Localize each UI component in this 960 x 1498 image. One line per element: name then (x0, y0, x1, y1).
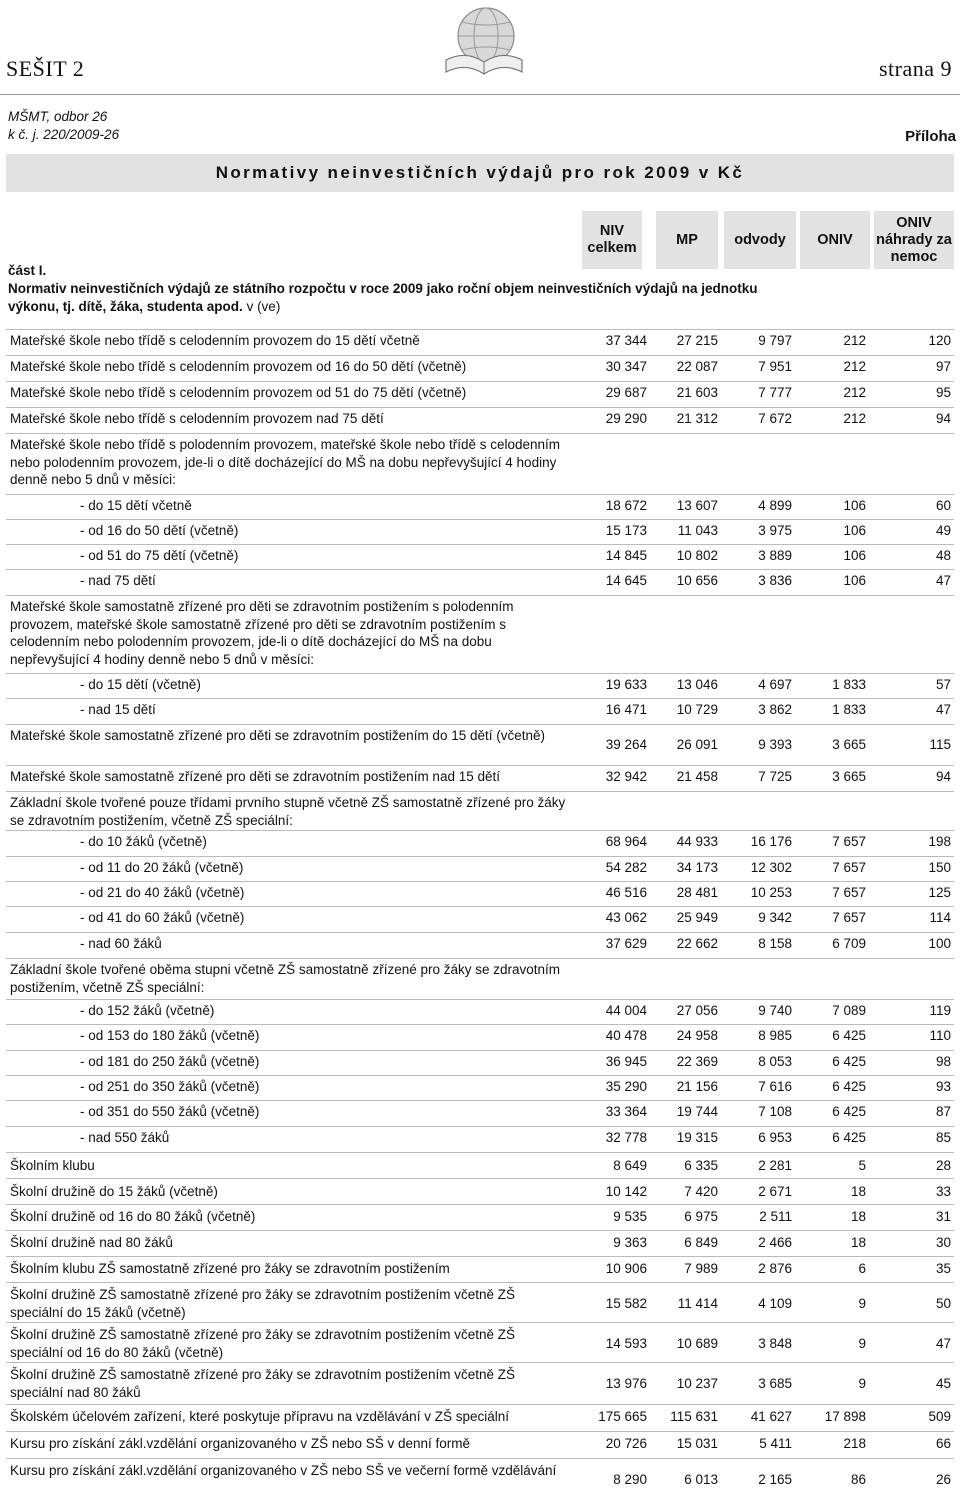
cell-odvody: 9 797 (758, 333, 792, 348)
row-label: - nad 550 žáků (80, 1130, 170, 1145)
row-label: - nad 15 dětí (80, 702, 156, 717)
column-header-mp: MP (656, 211, 718, 269)
document-title: Normativy neinvestičních výdajů pro rok 2009 v Kč (215, 163, 745, 182)
cell-mp: 21 156 (676, 1079, 718, 1094)
row-label: Mateřské škole samostatně zřízené pro děti se zdravotním postižením nad 15 dětí (10, 769, 500, 784)
row-divider (6, 1050, 954, 1051)
row-divider (6, 791, 954, 792)
cell-oniv: 6 425 (832, 1130, 866, 1145)
row-label: Mateřské škole nebo třídě s celodenním provozem nad 75 dětí (10, 411, 384, 426)
cell-odvody: 41 627 (750, 1409, 792, 1424)
cell-mp: 10 656 (676, 573, 718, 588)
row-label: Školní družině ZŠ samostatně zřízené pro žáky se zdravotním postižením včetně ZŠ speciální od 16 do 80 žáků (včetně) (10, 1327, 515, 1360)
row-divider (6, 698, 954, 699)
cell-oniv-nahrady: 198 (928, 834, 951, 849)
cell-mp: 115 631 (670, 1409, 718, 1424)
row-label: - do 10 žáků (včetně) (80, 834, 207, 849)
cell-oniv: 5 (858, 1158, 866, 1173)
cell-odvody: 7 616 (758, 1079, 792, 1094)
globe-book-logo-icon (440, 2, 526, 80)
cell-odvody: 10 253 (750, 885, 792, 900)
row-divider (6, 595, 954, 596)
row-divider (6, 1152, 954, 1153)
cell-niv: 54 282 (605, 860, 647, 875)
cell-niv: 68 964 (605, 834, 647, 849)
row-label: Školní družině ZŠ samostatně zřízené pro žáky se zdravotním postižením včetně ZŠ speciální nad 80 žáků (10, 1367, 515, 1400)
cell-oniv-nahrady: 120 (928, 333, 951, 348)
cell-oniv: 9 (858, 1296, 866, 1311)
cell-niv: 44 004 (605, 1003, 647, 1018)
cell-mp: 7 420 (684, 1184, 718, 1199)
row-divider (6, 1024, 954, 1025)
cell-oniv-nahrady: 60 (935, 498, 951, 513)
row-label: - nad 75 dětí (80, 573, 156, 588)
row-label: Mateřské škole nebo třídě s celodenním provozem do 15 dětí včetně (10, 333, 420, 348)
cell-oniv-nahrady: 100 (928, 936, 951, 951)
row-label: - od 181 do 250 žáků (včetně) (80, 1054, 260, 1069)
row-divider (6, 381, 954, 382)
row-label: - od 16 do 50 dětí (včetně) (80, 523, 239, 538)
row-divider (6, 407, 954, 408)
row-divider (6, 1322, 954, 1323)
row-divider (6, 1178, 954, 1179)
cell-oniv-nahrady: 31 (935, 1209, 951, 1224)
row-divider (6, 433, 954, 434)
cell-odvody: 7 777 (758, 385, 792, 400)
cell-odvody: 12 302 (750, 860, 792, 875)
cell-mp: 6 013 (684, 1472, 718, 1487)
cell-niv: 43 062 (605, 910, 647, 925)
cell-oniv-nahrady: 85 (935, 1130, 951, 1145)
row-label: Mateřské škole nebo třídě s celodenním provozem od 51 do 75 dětí (včetně) (10, 385, 467, 400)
section-part: část I. (8, 263, 47, 278)
cell-odvody: 6 953 (758, 1130, 792, 1145)
cell-odvody: 5 411 (759, 1436, 792, 1451)
cell-mp: 7 989 (684, 1261, 718, 1276)
cell-oniv: 106 (843, 498, 866, 513)
cell-oniv: 7 657 (832, 885, 866, 900)
column-header-oniv-nahrady: ONIV náhrady za nemoc (874, 211, 954, 269)
cell-oniv-nahrady: 57 (935, 677, 951, 692)
cell-oniv: 106 (843, 573, 866, 588)
cell-mp: 10 689 (676, 1336, 718, 1351)
row-divider (6, 881, 954, 882)
section-heading (8, 262, 768, 316)
cell-odvody: 3 685 (758, 1376, 792, 1391)
row-label: Základní škole tvořené oběma stupni včetně ZŠ samostatně zřízené pro žáky se zdravotním postižením, včetně ZŠ speciální: (10, 962, 561, 995)
cell-niv: 32 942 (605, 769, 647, 784)
row-label: Kursu pro získání zákl.vzdělání organizovaného v ZŠ nebo SŠ ve večerní formě vzdělávání (10, 1463, 557, 1478)
row-label: Školní družině nad 80 žáků (10, 1235, 173, 1250)
cell-oniv: 6 425 (832, 1104, 866, 1119)
row-divider (6, 1431, 954, 1432)
section-description (8, 280, 768, 316)
cell-odvody: 3 836 (758, 573, 792, 588)
cell-niv: 9 363 (613, 1235, 647, 1250)
cell-mp: 19 744 (676, 1104, 718, 1119)
cell-mp: 10 729 (676, 702, 718, 717)
row-divider (6, 494, 954, 495)
cell-odvody: 7 951 (758, 359, 792, 374)
cell-oniv-nahrady: 110 (929, 1028, 951, 1043)
cell-oniv-nahrady: 35 (935, 1261, 951, 1276)
cell-niv: 13 976 (605, 1376, 647, 1391)
cell-odvody: 7 672 (758, 411, 792, 426)
cell-mp: 34 173 (676, 860, 718, 875)
cell-mp: 13 046 (676, 677, 718, 692)
cell-oniv: 7 657 (832, 910, 866, 925)
cell-niv: 14 845 (605, 548, 647, 563)
row-divider (6, 544, 954, 545)
cell-oniv-nahrady: 26 (935, 1472, 951, 1487)
cell-odvody: 2 671 (758, 1184, 792, 1199)
cell-oniv: 6 425 (832, 1079, 866, 1094)
cell-niv: 32 778 (605, 1130, 647, 1145)
cell-odvody: 4 899 (758, 498, 792, 513)
cell-niv: 19 633 (605, 677, 647, 692)
cell-oniv-nahrady: 94 (935, 411, 951, 426)
cell-niv: 18 672 (605, 498, 647, 513)
cell-oniv: 1 833 (832, 702, 866, 717)
row-label: - od 21 do 40 žáků (včetně) (80, 885, 245, 900)
row-divider (6, 1282, 954, 1283)
row-divider (6, 1230, 954, 1231)
cell-oniv: 7 089 (832, 1003, 866, 1018)
cell-niv: 9 535 (613, 1209, 647, 1224)
row-divider (6, 569, 954, 570)
cell-mp: 10 237 (676, 1376, 718, 1391)
cell-mp: 22 369 (676, 1054, 718, 1069)
cell-odvody: 2 165 (758, 1472, 792, 1487)
cell-odvody: 9 393 (758, 737, 792, 752)
cell-odvody: 3 889 (758, 548, 792, 563)
cell-mp: 15 031 (676, 1436, 718, 1451)
cell-odvody: 3 848 (758, 1336, 792, 1351)
row-label: Mateřské škole samostatně zřízené pro děti se zdravotním postižením s polodenním provozem, mateřské škole samostatně zřízené pro děti se zdravotním postižením s celodenním nebo polodenním provozem, jde-li o dítě docházející do MŠ na dobu nepřevyšující 4 hodiny denně nebo 5 dnů v měsíci: (10, 599, 514, 667)
cell-odvody: 16 176 (750, 834, 792, 849)
row-divider (6, 329, 954, 330)
ministry-reference (8, 108, 119, 144)
row-label: Kursu pro získání zákl.vzdělání organizovaného v ZŠ nebo SŠ v denní formě (10, 1436, 471, 1451)
row-label: - od 351 do 550 žáků (včetně) (80, 1104, 260, 1119)
cell-oniv: 3 665 (832, 737, 866, 752)
cell-odvody: 2 876 (758, 1261, 792, 1276)
row-label: Školním klubu (10, 1158, 95, 1173)
row-divider (6, 856, 954, 857)
cell-odvody: 3 975 (758, 523, 792, 538)
cell-oniv: 106 (843, 523, 866, 538)
cell-oniv-nahrady: 509 (928, 1409, 951, 1424)
cell-oniv-nahrady: 150 (928, 860, 951, 875)
row-label: - od 51 do 75 dětí (včetně) (80, 548, 239, 563)
cell-mp: 21 312 (676, 411, 718, 426)
row-label: - do 15 dětí včetně (80, 498, 192, 513)
cell-odvody: 9 342 (758, 910, 792, 925)
cell-oniv: 86 (850, 1472, 866, 1487)
row-label: Základní škole tvořené pouze třídami prvního stupně včetně ZŠ samostatně zřízené pro žáky se zdravotním postižením, včetně ZŠ speciální: (10, 795, 566, 828)
page-number: strana 9 (878, 56, 952, 81)
cell-niv: 8 649 (613, 1158, 647, 1173)
cell-mp: 25 949 (676, 910, 718, 925)
cell-oniv: 9 (858, 1376, 866, 1391)
cell-oniv-nahrady: 97 (935, 359, 951, 374)
cell-mp: 21 458 (676, 769, 718, 784)
cell-oniv-nahrady: 45 (935, 1376, 951, 1391)
cell-mp: 6 975 (684, 1209, 718, 1224)
row-label: Mateřské škole nebo třídě s celodenním provozem od 16 do 50 dětí (včetně) (10, 359, 467, 374)
cell-niv: 37 629 (605, 936, 647, 951)
cell-mp: 27 215 (676, 333, 718, 348)
cell-oniv: 6 425 (832, 1054, 866, 1069)
cell-oniv-nahrady: 33 (935, 1184, 951, 1199)
cell-niv: 14 593 (605, 1336, 647, 1351)
cell-oniv: 17 898 (824, 1409, 866, 1424)
cell-oniv-nahrady: 114 (929, 910, 951, 925)
cell-oniv-nahrady: 93 (935, 1079, 951, 1094)
cell-mp: 26 091 (676, 737, 718, 752)
cell-oniv: 18 (850, 1184, 866, 1199)
cell-oniv-nahrady: 119 (929, 1003, 951, 1018)
cell-mp: 24 958 (676, 1028, 718, 1043)
cell-oniv: 6 (858, 1261, 866, 1276)
row-divider (6, 1126, 954, 1127)
ministry-department: MŠMT, odbor 26 (8, 109, 108, 124)
cell-niv: 14 645 (605, 573, 647, 588)
cell-niv: 30 347 (605, 359, 647, 374)
cell-oniv-nahrady: 50 (935, 1296, 951, 1311)
cell-mp: 21 603 (676, 385, 718, 400)
cell-niv: 37 344 (605, 333, 647, 348)
cell-odvody: 3 862 (758, 702, 792, 717)
cell-niv: 15 173 (605, 523, 647, 538)
cell-odvody: 8 053 (758, 1054, 792, 1069)
row-label: Školském účelovém zařízení, které poskytuje přípravu na vzdělávání v ZŠ speciální (10, 1409, 509, 1424)
cell-mp: 22 662 (676, 936, 718, 951)
cell-oniv: 212 (843, 359, 866, 374)
row-divider (6, 830, 954, 831)
cell-oniv-nahrady: 87 (935, 1104, 951, 1119)
cell-oniv-nahrady: 47 (935, 573, 951, 588)
cell-oniv: 18 (850, 1209, 866, 1224)
section-text: Normativ neinvestičních výdajů ze státního rozpočtu v roce 2009 jako roční objem neinvestičních výdajů na jednotku výkonu, tj. dítě, žáka, studenta apod. (8, 281, 758, 314)
row-label: Školní družině do 15 žáků (včetně) (10, 1184, 218, 1199)
cell-oniv: 106 (843, 548, 866, 563)
row-divider (6, 1458, 954, 1459)
cell-mp: 19 315 (676, 1130, 718, 1145)
cell-mp: 44 933 (676, 834, 718, 849)
column-header-odvody: odvody (724, 211, 796, 269)
cell-niv: 16 471 (605, 702, 647, 717)
cell-odvody: 4 697 (758, 677, 792, 692)
row-label: Školní družině ZŠ samostatně zřízené pro žáky se zdravotním postižením včetně ZŠ speciální do 15 žáků (včetně) (10, 1287, 515, 1320)
cell-niv: 29 687 (605, 385, 647, 400)
cell-oniv: 212 (843, 385, 866, 400)
cell-odvody: 7 725 (758, 769, 792, 784)
cell-oniv-nahrady: 95 (935, 385, 951, 400)
cell-oniv: 6 709 (832, 936, 866, 951)
cell-oniv-nahrady: 125 (928, 885, 951, 900)
cell-odvody: 9 740 (758, 1003, 792, 1018)
row-divider (6, 1100, 954, 1101)
row-label: - nad 60 žáků (80, 936, 162, 951)
row-label: Mateřské škole nebo třídě s polodenním provozem, mateřské škole nebo třídě s celodenním nebo polodenním provozem, jde-li o dítě docházející do MŠ na dobu nepřevyšující 4 hodiny denně nebo 5 dnů v měsíci: (10, 437, 561, 487)
cell-odvody: 8 158 (758, 936, 792, 951)
row-divider (6, 724, 954, 725)
row-divider (6, 932, 954, 933)
cell-niv: 10 142 (605, 1184, 647, 1199)
cell-odvody: 7 108 (758, 1104, 792, 1119)
cell-niv: 36 945 (605, 1054, 647, 1069)
cell-niv: 33 364 (605, 1104, 647, 1119)
column-header-oniv: ONIV (800, 211, 870, 269)
row-divider (6, 519, 954, 520)
row-label: Mateřské škole samostatně zřízené pro děti se zdravotním postižením do 15 dětí (včetně) (10, 728, 546, 743)
cell-mp: 13 607 (676, 498, 718, 513)
cell-oniv: 6 425 (832, 1028, 866, 1043)
cell-oniv: 7 657 (832, 860, 866, 875)
cell-oniv-nahrady: 28 (935, 1158, 951, 1173)
row-divider (6, 1404, 954, 1405)
cell-mp: 10 802 (676, 548, 718, 563)
cell-oniv-nahrady: 47 (935, 702, 951, 717)
cell-oniv-nahrady: 98 (935, 1054, 951, 1069)
cell-oniv-nahrady: 49 (935, 523, 951, 538)
cell-niv: 46 516 (605, 885, 647, 900)
section-unit: v (ve) (246, 299, 281, 314)
header-divider (0, 94, 960, 95)
row-divider (6, 673, 954, 674)
cell-niv: 20 726 (605, 1436, 647, 1451)
cell-mp: 6 335 (684, 1158, 718, 1173)
cell-oniv-nahrady: 30 (935, 1235, 951, 1250)
cell-oniv: 9 (858, 1336, 866, 1351)
row-divider (6, 355, 954, 356)
cell-mp: 11 414 (677, 1296, 718, 1311)
cell-oniv-nahrady: 66 (935, 1436, 951, 1451)
cell-niv: 39 264 (605, 737, 647, 752)
row-divider (6, 1256, 954, 1257)
row-label: Školní družině od 16 do 80 žáků (včetně) (10, 1209, 256, 1224)
cell-oniv: 7 657 (832, 834, 866, 849)
issue-label: SEŠIT 2 (6, 56, 85, 81)
row-label: - do 15 dětí (včetně) (80, 677, 201, 692)
cell-odvody: 8 985 (758, 1028, 792, 1043)
cell-oniv-nahrady: 48 (935, 548, 951, 563)
cell-niv: 35 290 (605, 1079, 647, 1094)
cell-oniv: 18 (850, 1235, 866, 1250)
cell-odvody: 2 511 (759, 1209, 792, 1224)
row-divider (6, 765, 954, 766)
cell-oniv-nahrady: 94 (935, 769, 951, 784)
row-label: - od 11 do 20 žáků (včetně) (80, 860, 244, 875)
row-divider (6, 1362, 954, 1363)
row-label: - od 251 do 350 žáků (včetně) (80, 1079, 260, 1094)
cell-mp: 11 043 (677, 523, 718, 538)
cell-niv: 15 582 (605, 1296, 647, 1311)
cell-oniv: 3 665 (832, 769, 866, 784)
cell-odvody: 2 281 (758, 1158, 792, 1173)
reference-number: k č. j. 220/2009-26 (8, 127, 120, 142)
row-label: - od 41 do 60 žáků (včetně) (80, 910, 245, 925)
cell-oniv: 212 (843, 411, 866, 426)
row-divider (6, 1204, 954, 1205)
document-title-bar (6, 154, 954, 192)
row-divider (6, 906, 954, 907)
cell-mp: 28 481 (676, 885, 718, 900)
cell-mp: 6 849 (684, 1235, 718, 1250)
row-divider (6, 1075, 954, 1076)
cell-niv: 29 290 (605, 411, 647, 426)
cell-oniv: 218 (843, 1436, 866, 1451)
appendix-label: Příloha (905, 128, 956, 145)
row-label: Školním klubu ZŠ samostatně zřízené pro žáky se zdravotním postižením (10, 1261, 450, 1276)
row-label: - do 152 žáků (včetně) (80, 1003, 215, 1018)
cell-oniv-nahrady: 115 (929, 737, 951, 752)
cell-odvody: 4 109 (758, 1296, 792, 1311)
cell-mp: 22 087 (676, 359, 718, 374)
row-label: - od 153 do 180 žáků (včetně) (80, 1028, 260, 1043)
cell-niv: 40 478 (605, 1028, 647, 1043)
cell-mp: 27 056 (676, 1003, 718, 1018)
cell-oniv-nahrady: 47 (935, 1336, 951, 1351)
row-divider (6, 999, 954, 1000)
column-header-niv: NIV celkem (582, 211, 642, 269)
cell-niv: 10 906 (605, 1261, 647, 1276)
row-divider (6, 958, 954, 959)
cell-odvody: 2 466 (758, 1235, 792, 1250)
cell-niv: 8 290 (613, 1472, 647, 1487)
cell-oniv: 1 833 (832, 677, 866, 692)
cell-oniv: 212 (843, 333, 866, 348)
cell-niv: 175 665 (598, 1409, 647, 1424)
